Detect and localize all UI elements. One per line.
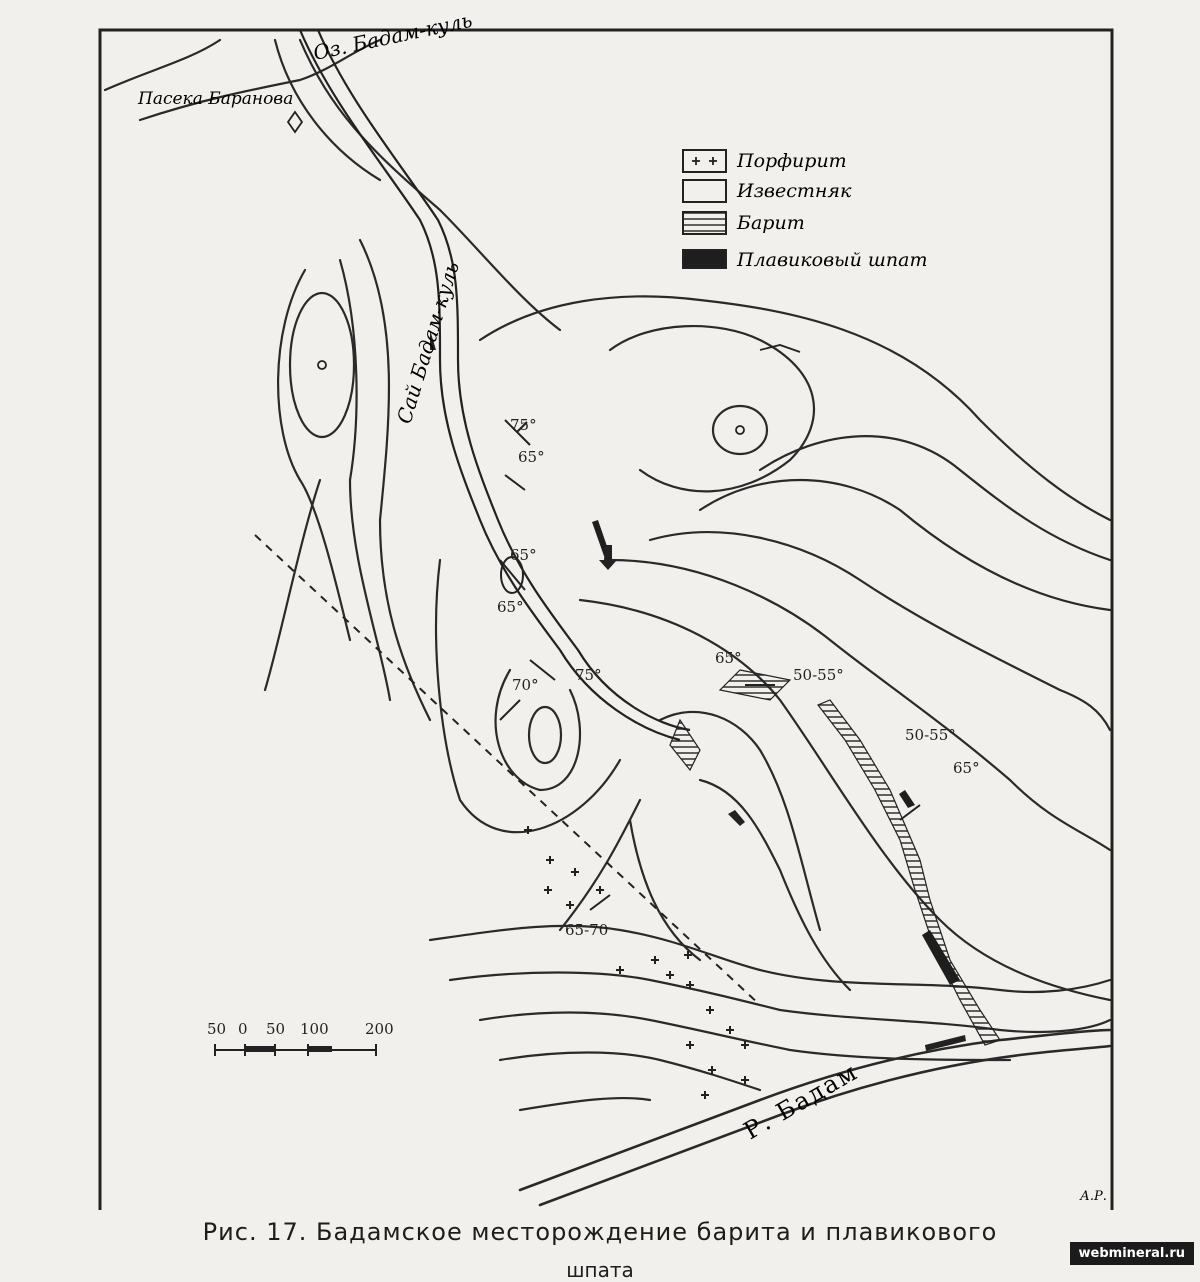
dip-label: 75° — [575, 666, 602, 684]
dip-label: 50-55° — [793, 666, 844, 684]
dip-label: 65° — [518, 448, 545, 466]
dip-label: 65° — [953, 759, 980, 777]
figure-caption-continued: шпата — [566, 1258, 634, 1282]
legend-label: Барит — [737, 212, 805, 234]
porphyry-cross — [566, 901, 574, 909]
legend-label: Плавиковый шпат — [737, 249, 928, 271]
porphyry-cross — [544, 886, 552, 894]
porphyry-cross — [686, 1041, 694, 1049]
porphyry-cross — [666, 971, 674, 979]
stream-channel — [300, 30, 690, 740]
porphyry-cross — [741, 1076, 749, 1084]
dip-label: 65° — [497, 598, 524, 616]
dip-label: 65° — [715, 649, 742, 667]
scale-tick: 50 — [266, 1020, 286, 1038]
scale-tick: 200 — [365, 1020, 394, 1038]
porphyry-cross — [706, 1006, 714, 1014]
porphyry-cross — [616, 966, 624, 974]
porphyry-crosses — [524, 826, 749, 1099]
legend-label: Известняк — [737, 180, 852, 202]
porphyry-cross — [546, 856, 554, 864]
river-label: Р. Бадам — [739, 1057, 864, 1146]
dip-symbols — [500, 420, 920, 910]
dip-label: 70° — [512, 676, 539, 694]
watermark: webmineral.ru — [1070, 1242, 1194, 1265]
scale-tick: 0 — [238, 1020, 248, 1038]
legend-item-porphyry — [683, 150, 847, 172]
dip-label: 65° — [510, 546, 537, 564]
porphyry-cross — [596, 886, 604, 894]
scale-tick: 100 — [300, 1020, 329, 1038]
scale-bar — [207, 1020, 394, 1056]
legend-item-limestone — [683, 180, 852, 202]
dip-label: 75° — [510, 416, 537, 434]
apiary-label: Пасека Баранова — [138, 89, 294, 109]
porphyry-cross — [726, 1026, 734, 1034]
porphyry-cross — [571, 868, 579, 876]
contour-lines — [105, 40, 1110, 1205]
fluorite-veins — [592, 520, 960, 985]
lake-label: Оз. Бадам-куль — [311, 7, 475, 65]
stream-label: Сай Бадам-куль — [391, 258, 464, 427]
initials-label: А.Р. — [1080, 1189, 1107, 1204]
dip-label: 65-70 — [565, 921, 609, 939]
porphyry-cross — [651, 956, 659, 964]
figure-caption: Рис. 17. Бадамское месторождение барита и плавикового — [202, 1218, 998, 1246]
map-frame — [100, 30, 1112, 1210]
legend-item-fluorite — [683, 249, 927, 271]
map-symbols — [288, 112, 800, 434]
scale-tick: 50 — [207, 1020, 227, 1038]
legend-label: Порфирит — [737, 150, 847, 172]
legend — [683, 150, 927, 271]
legend-item-barite — [683, 212, 805, 234]
dip-label: 50-55° — [905, 726, 956, 744]
porphyry-cross — [701, 1091, 709, 1099]
